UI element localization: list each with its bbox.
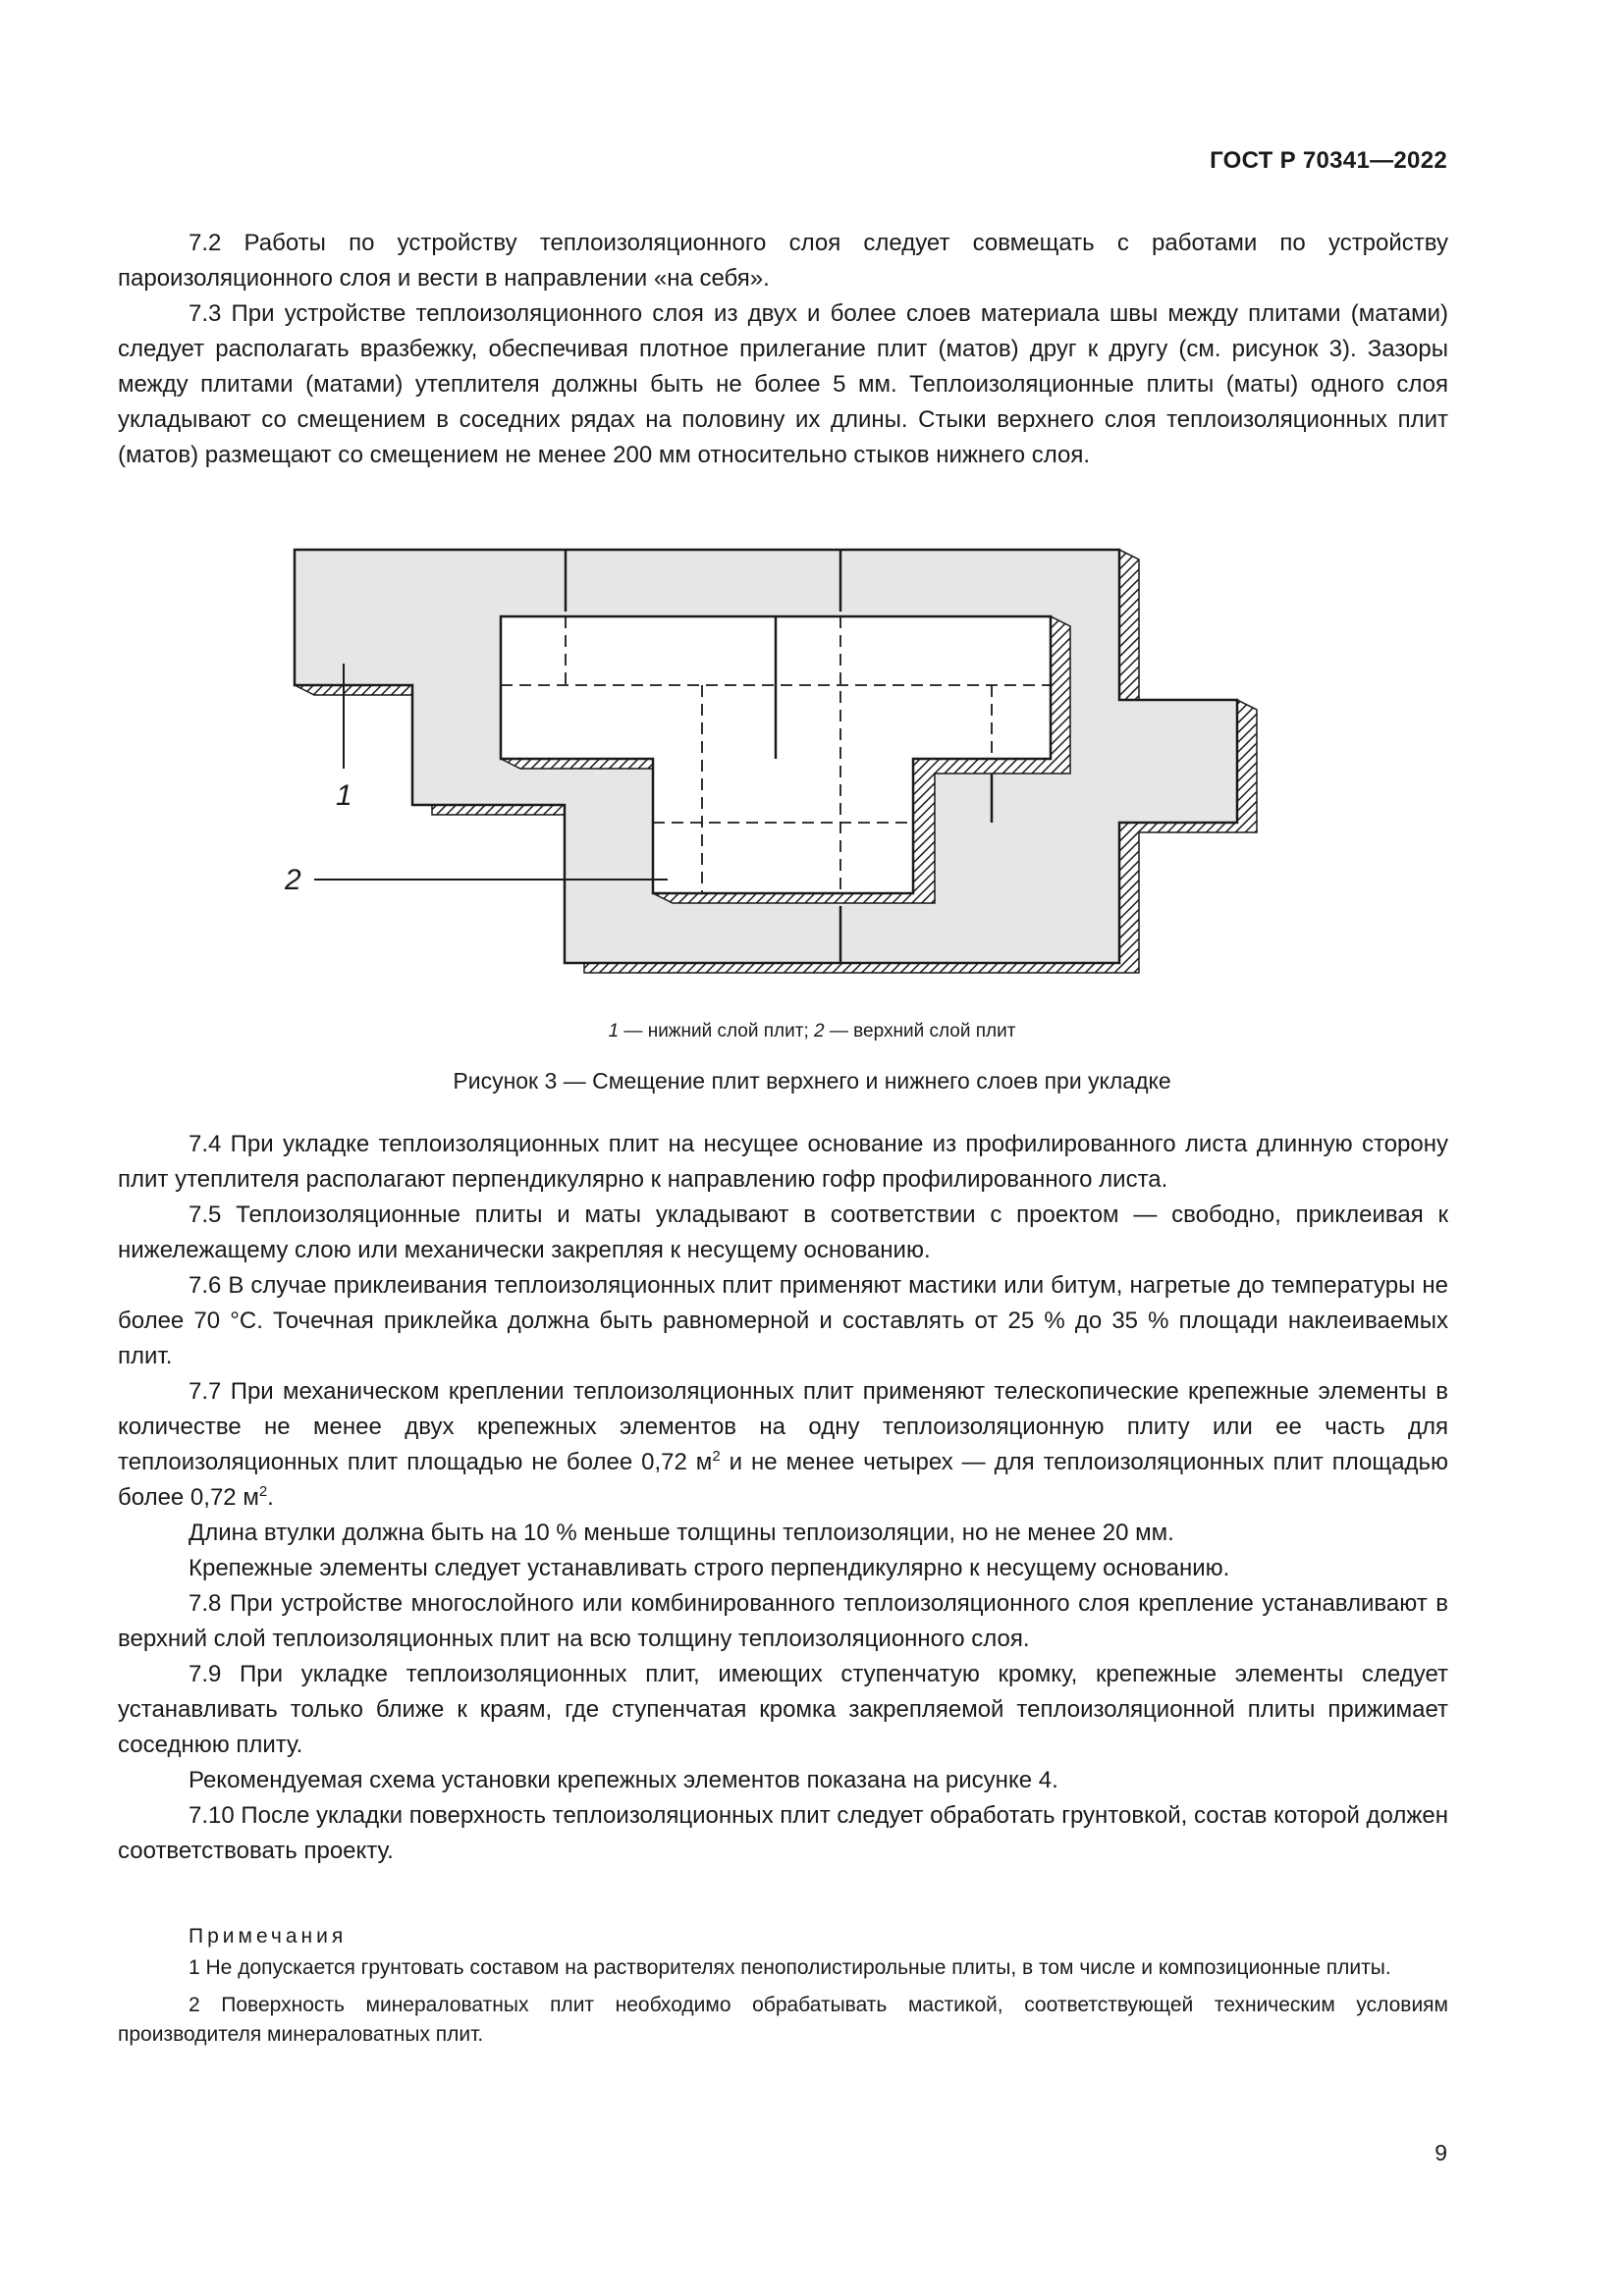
notes-block	[118, 1922, 1448, 2057]
document-header: ГОСТ Р 70341—2022	[1210, 147, 1447, 174]
callout-1-label: 1	[336, 779, 352, 812]
p77-part2: и не менее четырех — для теплоизоляционных плит площадью более 0,72 м	[118, 1449, 1449, 1511]
paragraph-7-4: 7.4 При укладке теплоизоляционных плит на несущее основание из профилированного листа длинную сторону плит утеплителя располагают перпендикулярно к направлению гофр профилированного листа.	[118, 1131, 1448, 1193]
figure-3-slab-layers	[285, 538, 1267, 980]
notes-title: Примечания	[189, 1925, 348, 1948]
paragraph-7-8: 7.8 При устройстве многослойного или комбинированного теплоизоляционного слоя крепление устанавливают в верхний слой теплоизоляционных плит на всю толщину теплоизоляционного слоя.	[118, 1590, 1448, 1652]
paragraph-7-5: 7.5 Теплоизоляционные плиты и маты укладывают в соответствии с проектом — свободно, приклеивая к нижележащему слою или механически закрепляя к несущему основанию.	[118, 1201, 1448, 1263]
paragraph-7-9: 7.9 При укладке теплоизоляционных плит, имеющих ступенчатую кромку, крепежные элементы следует устанавливать только ближе к краям, где ступенчатая кромка закрепляемой теплоизоляционной плиты прижимает соседнюю плиту.	[118, 1661, 1448, 1758]
legend-text-2: — верхний слой плит	[824, 1021, 1016, 1041]
paragraph-7-3: 7.3 При устройстве теплоизоляционного слоя из двух и более слоев материала швы между плитами (матами) следует располагать вразбежку, обеспечивая плотное прилегание плит (матов) друг к другу (см. рисунок 3). Зазоры между плитами (матами) утеплителя должны быть не более 5 мм. Теплоизоляционные плиты (маты) одного слоя укладывают со смещением в соседних рядах на половину их длины. Стыки верхнего слоя теплоизоляционных плит (матов) размещают со смещением не менее 200 мм относительно стыков нижнего слоя.	[118, 300, 1448, 468]
note-2: 2 Поверхность минераловатных плит необходимо обрабатывать мастикой, соответствующей техническим условиям производителя минераловатных плит.	[118, 1994, 1448, 2046]
legend-text-1: — нижний слой плит;	[619, 1021, 815, 1041]
paragraph-7-6: 7.6 В случае приклеивания теплоизоляционных плит применяют мастики или битум, нагретые до температуры не более 70 °С. Точечная приклейка должна быть равномерной и составлять от 25 % до 35 % площади наклеиваемых плит.	[118, 1272, 1448, 1369]
callout-2-label: 2	[285, 864, 301, 896]
figure-caption: Рисунок 3 — Смещение плит верхнего и нижнего слоев при укладке	[453, 1068, 1171, 1094]
paragraph-7-10: 7.10 После укладки поверхность теплоизоляционных плит следует обработать грунтовкой, состав которой должен соответствовать проекту.	[118, 1802, 1448, 1864]
text-block-top	[118, 226, 1448, 473]
legend-num-2: 2	[814, 1021, 825, 1041]
p77-part3: .	[267, 1484, 274, 1511]
paragraph-7-2: 7.2 Работы по устройству теплоизоляционного слоя следует совмещать с работами по устройству пароизоляционного слоя и вести в направлении «на себя».	[118, 230, 1448, 292]
p77-sup1: 2	[712, 1448, 721, 1465]
text-block-main	[118, 1127, 1448, 1869]
p77-part1: 7.7 При механическом креплении теплоизоляционных плит применяют телескопические крепежные элементы в количестве не менее двух крепежных элементов на одну теплоизоляционную плиту или ее часть для теплоизоляционных плит площадью не более 0,72 м	[118, 1378, 1448, 1475]
page-number: 9	[1435, 2140, 1447, 2165]
paragraph-figure-4-ref: Рекомендуемая схема установки крепежных элементов показана на рисунке 4.	[189, 1767, 1058, 1793]
paragraph-sleeve-length: Длина втулки должна быть на 10 % меньше толщины теплоизоляции, но не менее 20 мм.	[189, 1520, 1174, 1546]
paragraph-7-7	[118, 1374, 1448, 1516]
figure-legend	[0, 1021, 1624, 1042]
note-1: 1 Не допускается грунтовать составом на растворителях пенополистирольные плиты, в том числе и композиционные плиты.	[189, 1956, 1391, 1979]
legend-num-1: 1	[608, 1021, 620, 1041]
p77-sup2: 2	[258, 1483, 268, 1500]
paragraph-fasteners-perpendicular: Крепежные элементы следует устанавливать строго перпендикулярно к несущему основанию.	[189, 1555, 1230, 1581]
lower-layer-edge-top	[1119, 550, 1237, 700]
